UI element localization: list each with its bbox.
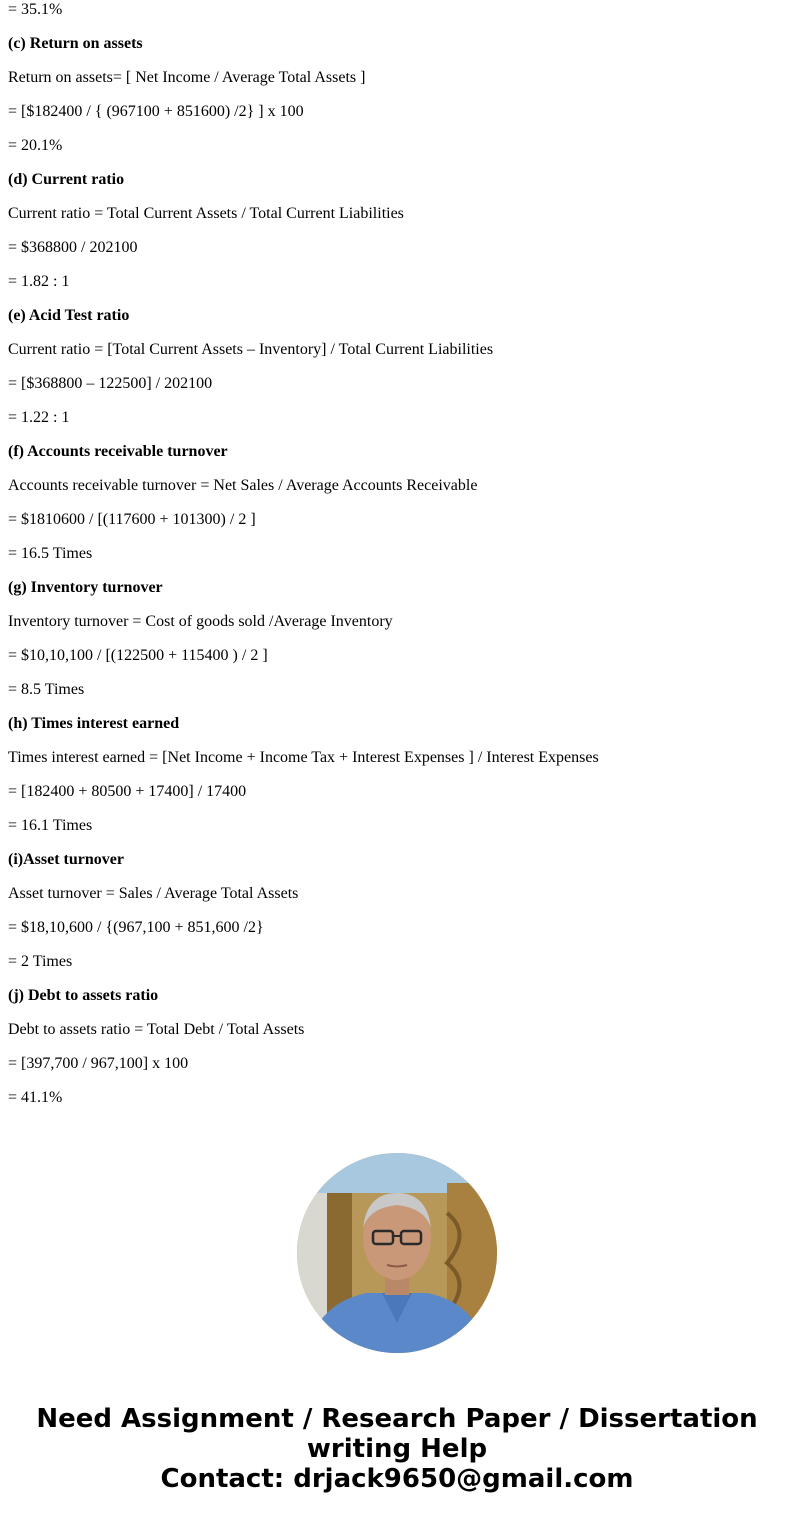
text-line: = [397,700 / 967,100] x 100 [8, 1055, 189, 1072]
text-line: Times interest earned = [Net Income + Income Tax + Interest Expenses ] / Interest Expenses [8, 749, 599, 766]
section-heading: (j) Debt to assets ratio [8, 987, 159, 1004]
author-avatar [297, 1153, 497, 1353]
promo-banner [0, 1404, 794, 1494]
text-line: = 1.82 : 1 [8, 273, 70, 290]
text-line: = [$182400 / { (967100 + 851600) /2} ] x 100 [8, 103, 304, 120]
text-line: = $18,10,600 / {(967,100 + 851,600 /2} [8, 919, 264, 936]
solution-text [8, 0, 788, 1122]
text-line: = 35.1% [8, 1, 63, 18]
text-line: = 2 Times [8, 953, 73, 970]
section-heading: (c) Return on assets [8, 35, 143, 52]
section-heading: (h) Times interest earned [8, 715, 180, 732]
text-line: Debt to assets ratio = Total Debt / Total Assets [8, 1021, 305, 1038]
text-line: Return on assets= [ Net Income / Average Total Assets ] [8, 69, 366, 86]
text-line: = $10,10,100 / [(122500 + 115400 ) / 2 ] [8, 647, 268, 664]
text-line: = [182400 + 80500 + 17400] / 17400 [8, 783, 247, 800]
text-line: = 16.5 Times [8, 545, 93, 562]
text-line: = $1810600 / [(117600 + 101300) / 2 ] [8, 511, 256, 528]
text-line: = 20.1% [8, 137, 63, 154]
promo-line-3: Contact: drjack9650@gmail.com [160, 1464, 634, 1494]
promo-line-1: Need Assignment / Research Paper / Dissertation [36, 1404, 758, 1434]
text-line: = 8.5 Times [8, 681, 85, 698]
section-heading: (g) Inventory turnover [8, 579, 163, 596]
promo-line-2: writing Help [306, 1434, 488, 1464]
text-line: Current ratio = Total Current Assets / Total Current Liabilities [8, 205, 404, 222]
section-heading: (d) Current ratio [8, 171, 125, 188]
section-heading: (f) Accounts receivable turnover [8, 443, 228, 460]
text-line: = 41.1% [8, 1089, 63, 1106]
text-line: Inventory turnover = Cost of goods sold /Average Inventory [8, 613, 393, 630]
text-line: = $368800 / 202100 [8, 239, 138, 256]
text-line: Asset turnover = Sales / Average Total Assets [8, 885, 299, 902]
text-line: = 16.1 Times [8, 817, 93, 834]
section-heading: (i)Asset turnover [8, 851, 124, 868]
text-line: = 1.22 : 1 [8, 409, 70, 426]
text-line: Current ratio = [Total Current Assets – Inventory] / Total Current Liabilities [8, 341, 494, 358]
text-line: = [$368800 – 122500] / 202100 [8, 375, 213, 392]
section-heading: (e) Acid Test ratio [8, 307, 130, 324]
text-line: Accounts receivable turnover = Net Sales / Average Accounts Receivable [8, 477, 478, 494]
person-portrait-icon [297, 1153, 497, 1353]
